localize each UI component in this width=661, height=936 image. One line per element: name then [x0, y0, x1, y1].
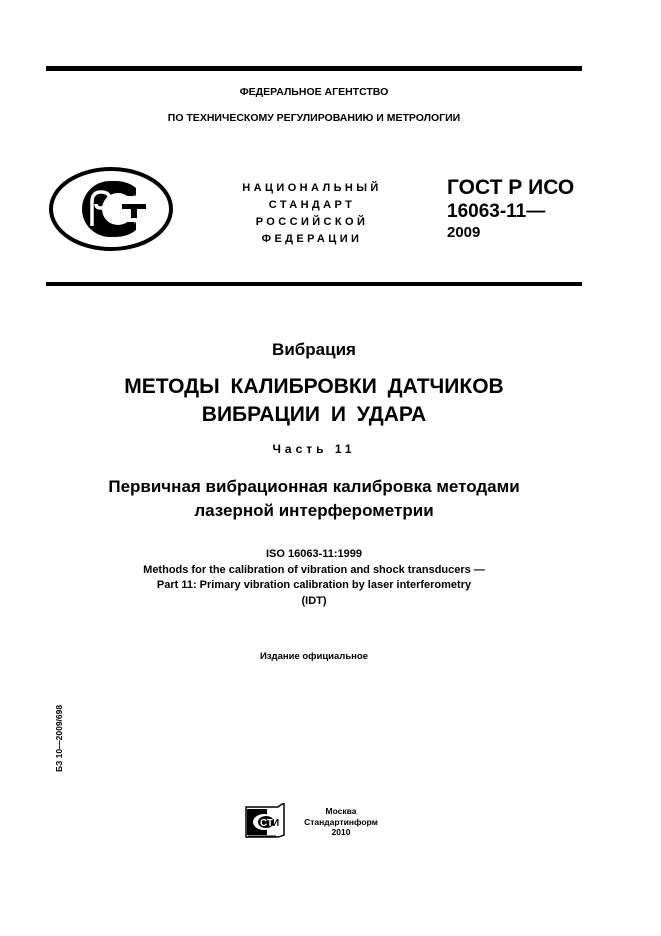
gost-r-certification-mark-icon — [48, 166, 174, 252]
publication-year: 2010 — [331, 827, 351, 837]
document-subject: Вибрация — [272, 340, 356, 359]
part-number: Часть 11 — [272, 442, 356, 456]
national-line-2: СТАНДАРТ — [268, 199, 356, 211]
designation-line-2: 16063-11— — [447, 201, 546, 222]
svg-text:И: И — [272, 818, 280, 829]
document-title — [46, 373, 582, 429]
middle-rule — [46, 282, 582, 286]
designation-line-3: 2009 — [447, 224, 481, 241]
designation-line-1: ГОСТ Р ИСО — [447, 176, 575, 199]
iso-code: ISO 16063-11:1999 — [265, 548, 363, 560]
document-subtitle — [46, 475, 582, 523]
edition-label: Издание официальное — [260, 651, 368, 662]
standard-designation — [447, 176, 574, 243]
agency-name-line-2: ПО ТЕХНИЧЕСКОМУ РЕГУЛИРОВАНИЮ И МЕТРОЛОГИИ — [167, 112, 461, 124]
iso-reference — [46, 547, 582, 609]
title-line-2: ВИБРАЦИИ И УДАРА — [201, 403, 427, 426]
agency-name-line-1: ФЕДЕРАЛЬНОЕ АГЕНТСТВО — [239, 86, 389, 98]
subtitle-line-1: Первичная вибрационная калибровка методами — [108, 477, 520, 496]
svg-text:СТ: СТ — [260, 818, 274, 829]
top-rule — [46, 66, 582, 71]
national-standard-label — [222, 180, 402, 248]
national-line-1: НАЦИОНАЛЬНЫЙ — [242, 182, 382, 194]
iso-equivalence: (IDT) — [301, 594, 327, 607]
publisher-city: Москва — [325, 806, 357, 816]
title-line-1: МЕТОДЫ КАЛИБРОВКИ ДАТЧИКОВ — [124, 375, 504, 398]
publisher-imprint — [296, 806, 386, 838]
publisher-name: Стандартинформ — [304, 816, 378, 827]
national-line-4: ФЕДЕРАЦИИ — [261, 233, 363, 245]
subtitle-line-2: лазерной интерферометрии — [194, 501, 434, 520]
iso-title-line-1: Methods for the calibration of vibration and shock transducers — — [143, 563, 485, 576]
iso-title-line-2: Part 11: Primary vibration calibration by laser interferometry — [156, 579, 472, 591]
national-line-3: РОССИЙСКОЙ — [255, 216, 369, 228]
standartinform-logo-icon — [244, 803, 286, 839]
side-registration-code: БЗ 10—2009/698 — [54, 704, 64, 772]
